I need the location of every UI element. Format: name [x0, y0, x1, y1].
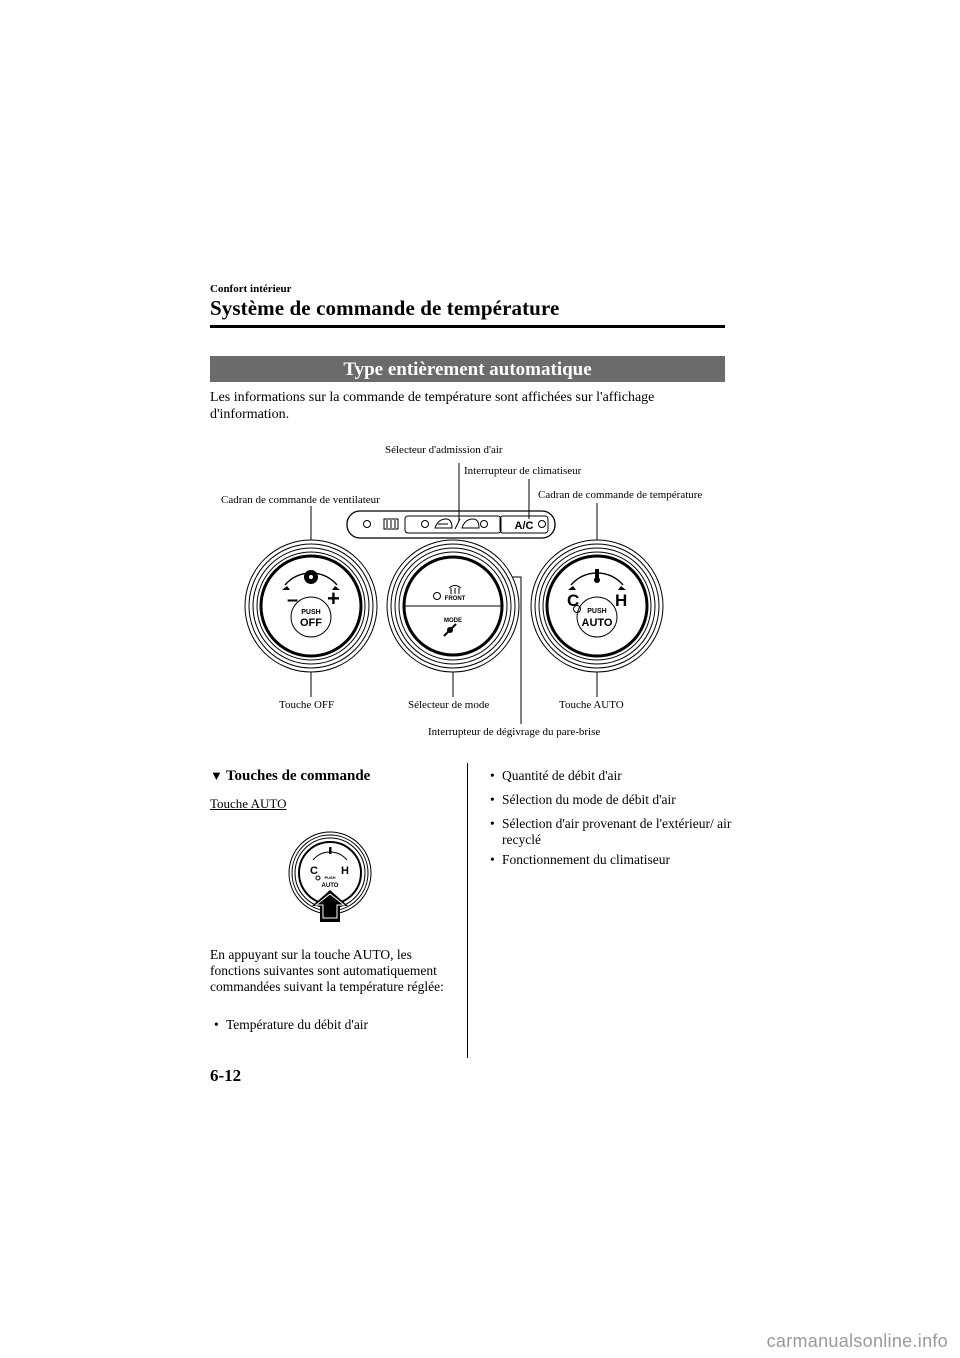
recirculation-icon	[435, 519, 452, 528]
section-label: Confort intérieur	[210, 283, 292, 295]
mode-label: MODE	[444, 618, 462, 624]
indicator-light	[364, 521, 371, 528]
auto-button-illustration	[285, 828, 375, 923]
bullet-text: Température du débit d'air	[226, 1017, 369, 1032]
bullet-text: Sélection d'air provenant de l'extérieur/ air recyclé	[502, 816, 732, 847]
push-label: PUSH	[587, 608, 607, 615]
fan-control-dial[interactable]	[245, 540, 377, 672]
bullet-text: Sélection du mode de débit d'air	[502, 792, 676, 807]
bullet-item	[214, 1017, 476, 1033]
bullet-text: Fonctionnement du climatiseur	[502, 852, 670, 867]
front-label: FRONT	[444, 596, 466, 602]
push-label: PUSH	[301, 609, 321, 616]
minus-label: –	[287, 589, 299, 611]
callout-fan-dial: Cadran de commande de ventilateur	[221, 494, 380, 506]
callout-off-button: Touche OFF	[279, 699, 335, 711]
indicator-light	[481, 521, 488, 528]
triangle-marker-icon: ▼	[210, 768, 223, 783]
bullet-item	[490, 768, 742, 784]
callout-defrost: Interrupteur de dégivrage du pare-brise	[428, 726, 601, 738]
callout-ac-switch: Interrupteur de climatiseur	[464, 465, 582, 477]
off-label: OFF	[300, 617, 322, 629]
fresh-air-icon	[462, 519, 479, 528]
auto-button-title: Touche AUTO	[210, 796, 287, 811]
ac-label: A/C	[514, 520, 534, 532]
bullet-item	[490, 852, 742, 868]
fan-icon	[304, 570, 318, 584]
mode-selector-dial[interactable]	[387, 540, 519, 672]
column-divider	[467, 763, 468, 1058]
indicator-light	[539, 521, 546, 528]
air-intake-switch[interactable]	[405, 516, 501, 533]
cold-label: C	[567, 591, 580, 610]
bullet-dot: •	[490, 792, 495, 807]
slash-divider	[455, 519, 460, 529]
plus-label: +	[327, 586, 340, 611]
indicator-light	[422, 521, 429, 528]
bullet-item	[490, 792, 742, 808]
push-label: PUSH	[324, 875, 336, 880]
page-number: 6-12	[210, 1066, 242, 1085]
auto-label: AUTO	[581, 617, 613, 629]
watermark: carmanualsonline.info	[766, 1331, 948, 1351]
auto-label: AUTO	[321, 883, 339, 889]
bullet-dot: •	[490, 852, 495, 867]
bullet-dot: •	[490, 768, 495, 783]
controls-heading-text: Touches de commande	[225, 768, 371, 784]
callout-mode-selector: Sélecteur de mode	[408, 699, 490, 711]
cold-label: C	[310, 865, 318, 877]
callout-air-intake: Sélecteur d'admission d'air	[385, 444, 503, 456]
bullet-item	[490, 816, 742, 848]
auto-description: En appuyant sur la touche AUTO, les fonctions suivantes sont automatiquement commandées suivant la température réglée:	[210, 947, 444, 994]
bullet-dot: •	[214, 1017, 219, 1032]
hot-label: H	[341, 865, 349, 877]
intro-paragraph: Les informations sur la commande de température sont affichées sur l'affichage d'information.	[210, 390, 655, 422]
callout-auto-button: Touche AUTO	[559, 699, 624, 711]
controls-heading	[210, 768, 370, 785]
bullet-dot: •	[490, 816, 495, 831]
callout-temp-dial: Cadran de commande de température	[538, 489, 703, 501]
section-banner: Type entièrement automatique	[210, 356, 725, 382]
bullet-text: Quantité de débit d'air	[502, 768, 622, 783]
rear-defrost-icon	[384, 519, 398, 529]
temperature-control-dial[interactable]	[531, 540, 663, 672]
page-title: Système de commande de température	[210, 296, 560, 320]
hot-label: H	[615, 591, 628, 610]
